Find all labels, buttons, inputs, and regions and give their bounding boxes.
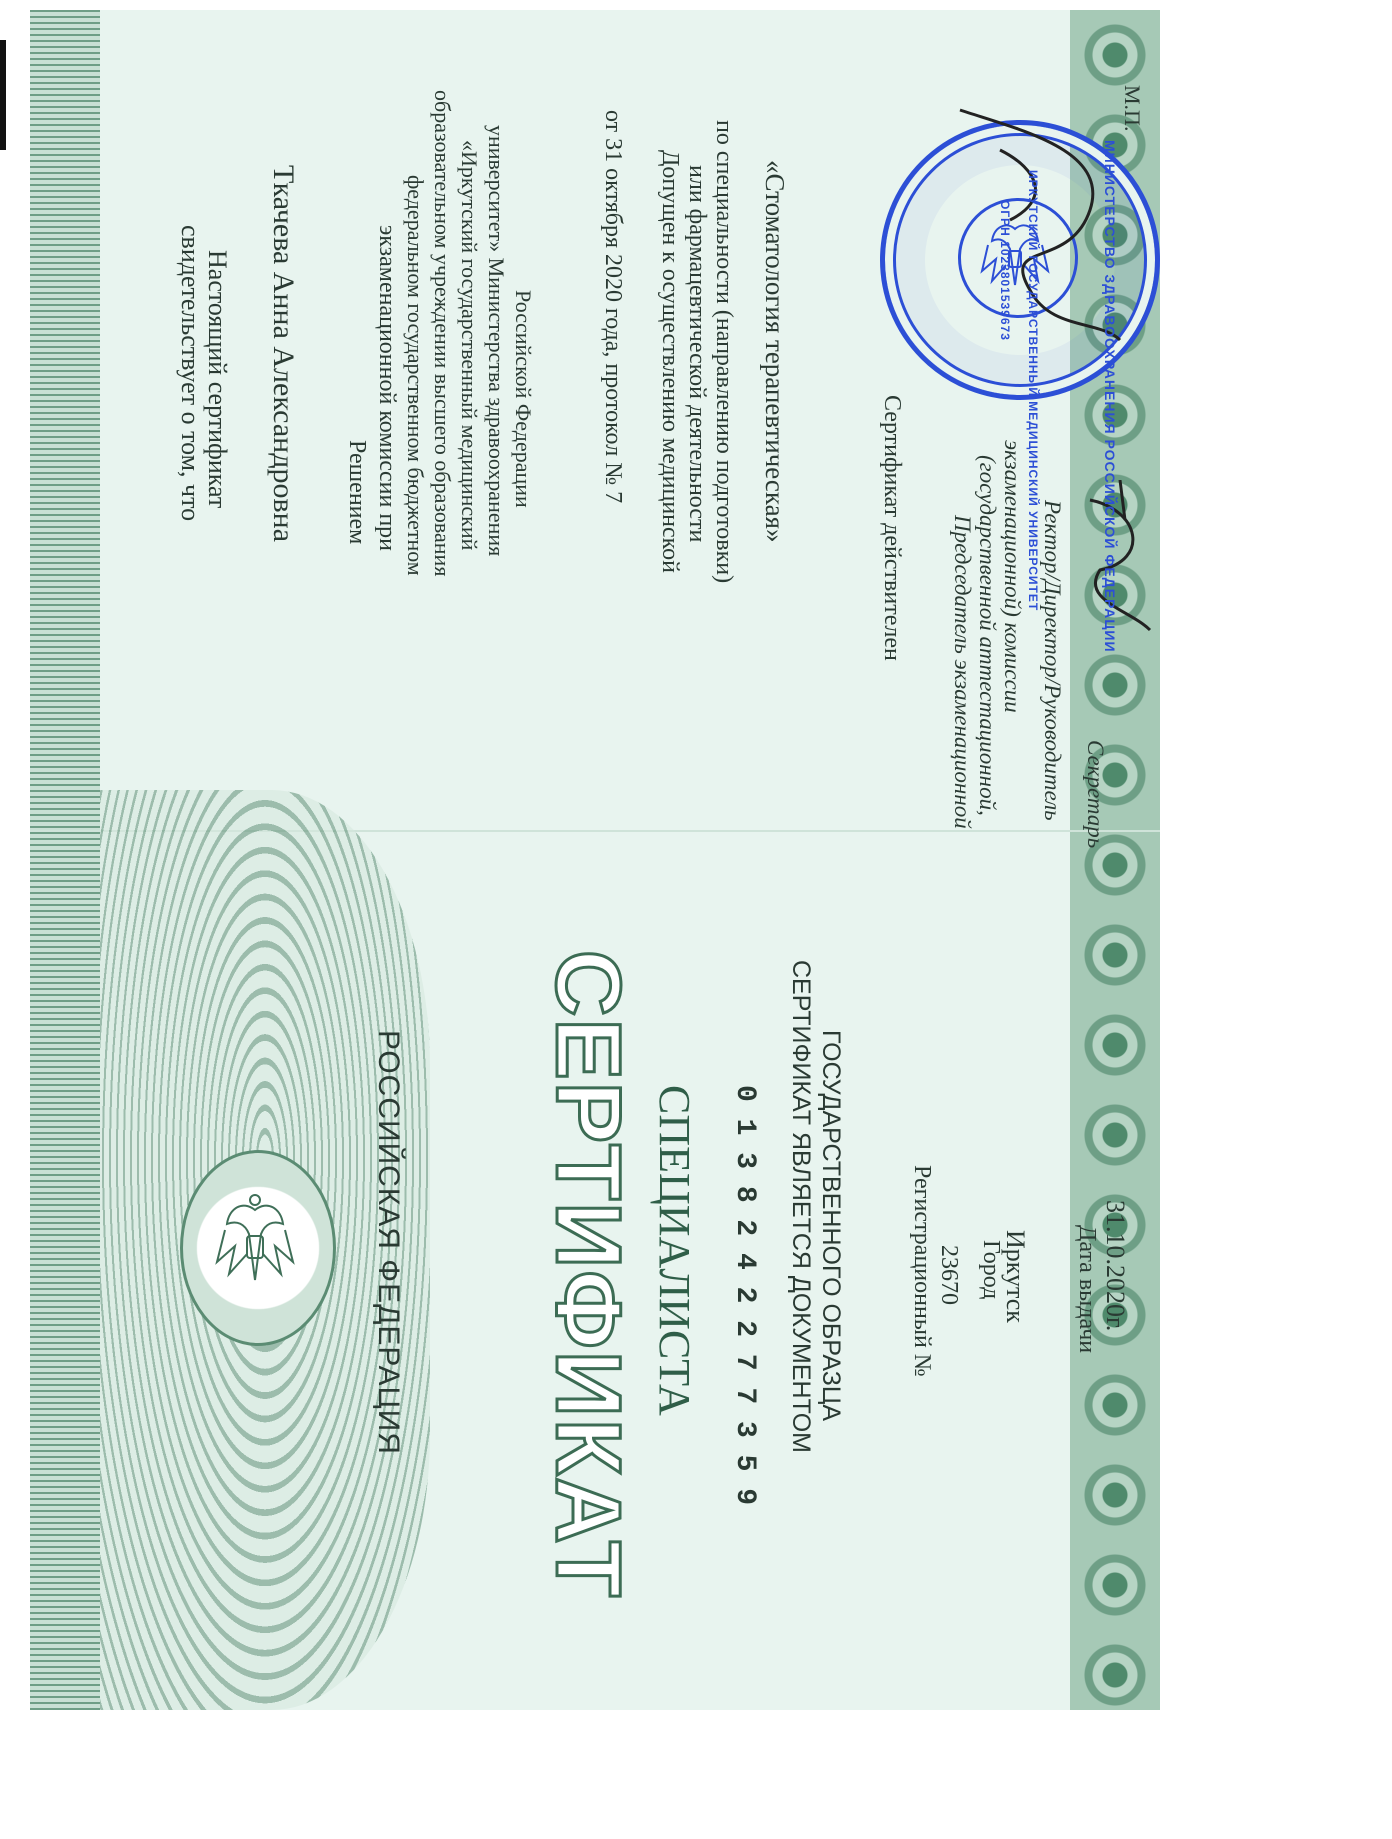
admission-line-3: по специальности (направлению подготовки) <box>711 120 737 584</box>
state-doc-line-2: ГОСУДАРСТВЕННОГО ОБРАЗЦА <box>817 1030 845 1422</box>
chair-line-2: (государственной аттестационной, <box>975 455 1000 816</box>
specialty: «Стоматология терапевтическая» <box>760 160 790 543</box>
certificate-subtitle: СПЕЦИАЛИСТА <box>650 1085 699 1416</box>
state-doc-line-1: СЕРТИФИКАТ ЯВЛЯЕТСЯ ДОКУМЕНТОМ <box>787 960 815 1453</box>
rector-line: Ректор/Директор/Руководитель <box>1040 500 1065 821</box>
chair-line-1: Председатель экзаменационной <box>950 515 975 829</box>
intro-line-2: свидетельствует о том, что <box>176 225 205 522</box>
issue-date: 31.10.2020г. <box>1101 1200 1130 1332</box>
intro-line-1: Настоящий сертификат <box>203 250 232 509</box>
stamp-outer-text: МИНИСТЕРСТВО ЗДРАВООХРАНЕНИЯ РОССИЙСКОЙ ФЕДЕРАЦИИ <box>1102 140 1118 653</box>
decision-title: Решением <box>344 440 370 545</box>
certificate-number: 0 1 3 8 2 4 2 2 7 7 3 5 9 <box>729 1085 760 1506</box>
admission-line-2: или фармацевтической деятельности <box>684 165 710 543</box>
stamp-ogrn: ОГРН 1023801539673 <box>998 200 1012 341</box>
valid-line: Сертификат действителен <box>879 395 905 661</box>
admission-line-1: Допущен к осуществлению медицинской <box>657 150 683 573</box>
secretary-line: Секретарь <box>1083 740 1108 849</box>
country-label: РОССИЙСКАЯ ФЕДЕРАЦИЯ <box>372 1030 405 1455</box>
secretary-signature <box>1080 480 1160 640</box>
city-label: Город <box>978 1240 1004 1300</box>
protocol-line: от 31 октября 2020 года, протокол № 7 <box>600 110 626 504</box>
reg-number: 23670 <box>936 1245 962 1305</box>
certificate-title: СЕРТИФИКАТ <box>537 950 639 1600</box>
decision-line-2: федеральном государственном бюджетном <box>403 175 428 576</box>
decision-line-6: Российской Федерации <box>511 290 536 508</box>
reg-label: Регистрационный № <box>909 1165 935 1377</box>
issue-label: Дата выдачи <box>1074 1225 1100 1354</box>
decision-line-3: образовательном учреждении высшего образования <box>430 90 455 577</box>
stamp-inner-text: ИРКУТСКИЙ ГОСУДАРСТВЕННЫЙ МЕДИЦИНСКИЙ УНИВЕРСИТЕТ <box>1026 170 1040 612</box>
city-name: Иркутск <box>1001 1230 1030 1323</box>
seal-mark: М.П. <box>1120 85 1145 132</box>
scan-edge-mark <box>0 40 6 150</box>
double-headed-eagle-icon <box>215 1190 295 1300</box>
chair-line-3: экзаменационной) комиссии <box>1000 440 1025 713</box>
decision-line-1: экзаменационной комиссии при <box>374 225 400 552</box>
decision-line-5: университет» Министерства здравоохранения <box>484 125 509 557</box>
decision-line-4: «Иркутский государственный медицинский <box>457 140 482 551</box>
ornament-border-left <box>30 10 100 1710</box>
holder-name: Ткачева Анна Александровна <box>267 165 300 543</box>
